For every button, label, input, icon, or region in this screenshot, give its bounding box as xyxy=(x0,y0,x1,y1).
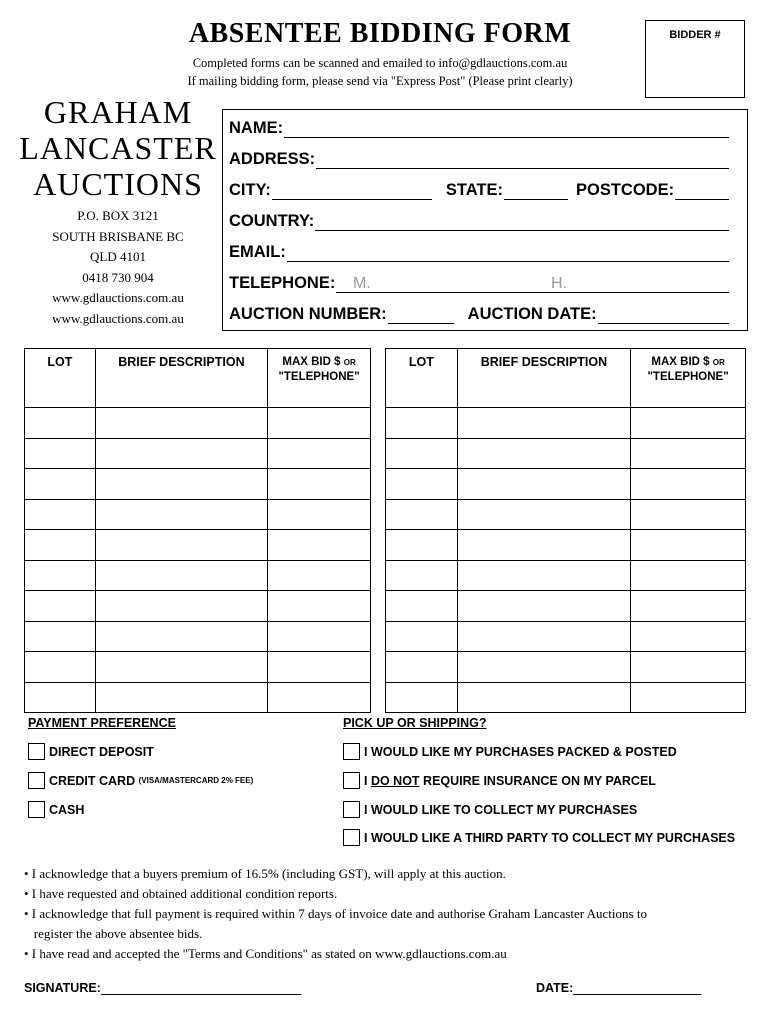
cash-checkbox[interactable] xyxy=(28,801,45,818)
form-title: ABSENTEE BIDDING FORM xyxy=(188,18,572,49)
bid-table-left xyxy=(24,348,371,713)
website-line: www.gdlauctions.com.au xyxy=(52,310,184,326)
terms-item: register the above absentee bids. xyxy=(24,926,203,941)
auction-number-label: AUCTION NUMBER: xyxy=(229,305,387,323)
collect-checkbox[interactable] xyxy=(343,801,360,818)
table-row[interactable] xyxy=(25,652,371,683)
table-row[interactable] xyxy=(386,560,746,591)
table-row[interactable] xyxy=(25,438,371,469)
address-line-input[interactable] xyxy=(316,150,729,169)
table-header-row xyxy=(386,349,746,408)
telephone-option-label: "TELEPHONE" xyxy=(647,371,729,383)
terms-item: • I have read and accepted the "Terms and Conditions" as stated on www.gdlauctions.com.au xyxy=(24,946,507,961)
city-label: CITY: xyxy=(229,181,271,199)
name-label: NAME: xyxy=(229,119,284,137)
auction-row xyxy=(229,300,729,324)
name-line[interactable] xyxy=(284,119,729,138)
cash-label: CASH xyxy=(49,802,85,817)
bid-table-right xyxy=(385,348,746,713)
table-row[interactable] xyxy=(386,682,746,713)
state-label: STATE: xyxy=(445,181,503,199)
credit-card-label: CREDIT CARD xyxy=(49,773,136,788)
table-row[interactable] xyxy=(25,682,371,713)
home-hint: H. xyxy=(551,275,567,292)
website-line: www.gdlauctions.com.au xyxy=(52,290,184,305)
date-label: DATE: xyxy=(536,981,574,995)
auction-date-line[interactable] xyxy=(598,305,729,324)
bidder-details-box xyxy=(222,109,748,331)
subtitle-email: Completed forms can be scanned and emailed to info@gdlauctions.com.au xyxy=(192,56,568,70)
third-party-checkbox[interactable] xyxy=(343,829,360,846)
table-row[interactable] xyxy=(386,469,746,500)
telephone-option-label: "TELEPHONE" xyxy=(278,371,360,383)
phone-line: 0418 730 904 xyxy=(82,269,154,285)
date-field[interactable] xyxy=(536,980,701,995)
no-insurance-option[interactable] xyxy=(343,772,656,789)
payment-heading: PAYMENT PREFERENCE xyxy=(28,716,176,730)
collect-option[interactable] xyxy=(343,801,637,818)
table-row[interactable] xyxy=(386,499,746,530)
logo-line-3: AUCTIONS xyxy=(33,166,203,202)
telephone-label: TELEPHONE: xyxy=(229,274,336,292)
table-row[interactable] xyxy=(386,621,746,652)
country-field[interactable] xyxy=(229,207,729,231)
signature-field[interactable] xyxy=(24,980,301,995)
bidder-label: BIDDER # xyxy=(669,29,721,41)
table-row[interactable] xyxy=(386,530,746,561)
credit-card-fee-note: (VISA/MASTERCARD 2% FEE) xyxy=(138,776,254,785)
terms-item: • I acknowledge that a buyers premium of 16.5% (including GST), will apply at this auction. xyxy=(24,866,506,881)
address-line: SOUTH BRISBANE BC xyxy=(52,228,184,244)
table-row[interactable] xyxy=(386,652,746,683)
or-label: OR xyxy=(343,358,356,367)
max-bid-label: MAX BID $ xyxy=(282,356,341,368)
email-label: EMAIL: xyxy=(229,243,286,261)
postcode-label: POSTCODE: xyxy=(576,181,675,199)
description-header: BRIEF DESCRIPTION xyxy=(457,349,630,408)
collect-label: I WOULD LIKE TO COLLECT MY PURCHASES xyxy=(364,802,638,817)
email-line[interactable] xyxy=(287,243,729,262)
signature-label: SIGNATURE: xyxy=(24,981,101,995)
table-header-row xyxy=(25,349,371,408)
packed-posted-option[interactable] xyxy=(343,743,677,760)
address-field[interactable] xyxy=(229,145,729,169)
country-label: COUNTRY: xyxy=(229,212,315,230)
no-insurance-checkbox[interactable] xyxy=(343,772,360,789)
auction-number-line[interactable] xyxy=(388,305,454,324)
packed-posted-label: I WOULD LIKE MY PURCHASES PACKED & POSTED xyxy=(364,744,677,759)
auction-date-label: AUCTION DATE: xyxy=(467,305,597,323)
max-bid-header xyxy=(631,349,746,408)
terms-list xyxy=(24,864,744,964)
third-party-option[interactable] xyxy=(343,829,735,846)
lot-header: LOT xyxy=(386,349,458,408)
direct-deposit-checkbox[interactable] xyxy=(28,743,45,760)
description-header: BRIEF DESCRIPTION xyxy=(95,349,267,408)
table-row[interactable] xyxy=(25,560,371,591)
telephone-line[interactable] xyxy=(336,274,729,293)
table-row[interactable] xyxy=(25,408,371,439)
postcode-line[interactable] xyxy=(675,181,729,200)
address-line: QLD 4101 xyxy=(90,249,146,264)
company-address xyxy=(14,206,222,329)
subtitle-post: If mailing bidding form, please send via "Express Post" (Please print clearly) xyxy=(187,74,573,88)
city-line[interactable] xyxy=(272,181,432,200)
address-label: ADDRESS: xyxy=(229,150,316,168)
no-insurance-emphasis: DO NOT xyxy=(370,773,420,788)
or-label: OR xyxy=(712,358,725,367)
mobile-hint: M. xyxy=(353,275,371,292)
signature-line[interactable] xyxy=(101,980,301,995)
max-bid-header xyxy=(268,349,371,408)
table-row[interactable] xyxy=(386,438,746,469)
table-row[interactable] xyxy=(386,408,746,439)
max-bid-label: MAX BID $ xyxy=(651,356,710,368)
cash-option[interactable] xyxy=(28,801,84,818)
direct-deposit-label: DIRECT DEPOSIT xyxy=(49,744,154,759)
address-line: P.O. BOX 3121 xyxy=(77,208,159,223)
name-field[interactable] xyxy=(229,114,729,138)
table-row[interactable] xyxy=(25,499,371,530)
terms-item: • I acknowledge that full payment is required within 7 days of invoice date and authorise Graham Lancaster Auctions to xyxy=(24,906,647,921)
telephone-field[interactable] xyxy=(229,269,729,293)
lot-header: LOT xyxy=(25,349,96,408)
packed-posted-checkbox[interactable] xyxy=(343,743,360,760)
shipping-heading: PICK UP OR SHIPPING? xyxy=(343,716,487,730)
date-line[interactable] xyxy=(573,980,701,995)
city-state-postcode-row xyxy=(229,176,729,200)
terms-item: • I have requested and obtained additional condition reports. xyxy=(24,886,338,901)
country-line[interactable] xyxy=(315,212,729,231)
third-party-label: I WOULD LIKE A THIRD PARTY TO COLLECT MY PURCHASES xyxy=(364,830,736,845)
state-line[interactable] xyxy=(504,181,568,200)
table-row[interactable] xyxy=(386,591,746,622)
credit-card-checkbox[interactable] xyxy=(28,772,45,789)
bidder-number-box[interactable] xyxy=(645,20,745,98)
no-insurance-label-a: I xyxy=(364,773,371,788)
logo-line-2: LANCASTER xyxy=(19,130,217,166)
credit-card-option[interactable] xyxy=(28,772,253,789)
table-row[interactable] xyxy=(25,621,371,652)
no-insurance-label-c: REQUIRE INSURANCE ON MY PARCEL xyxy=(419,773,656,788)
logo-line-1: GRAHAM xyxy=(43,94,193,130)
table-row[interactable] xyxy=(25,469,371,500)
direct-deposit-option[interactable] xyxy=(28,743,154,760)
table-row[interactable] xyxy=(25,591,371,622)
table-row[interactable] xyxy=(25,530,371,561)
email-field[interactable] xyxy=(229,238,729,262)
